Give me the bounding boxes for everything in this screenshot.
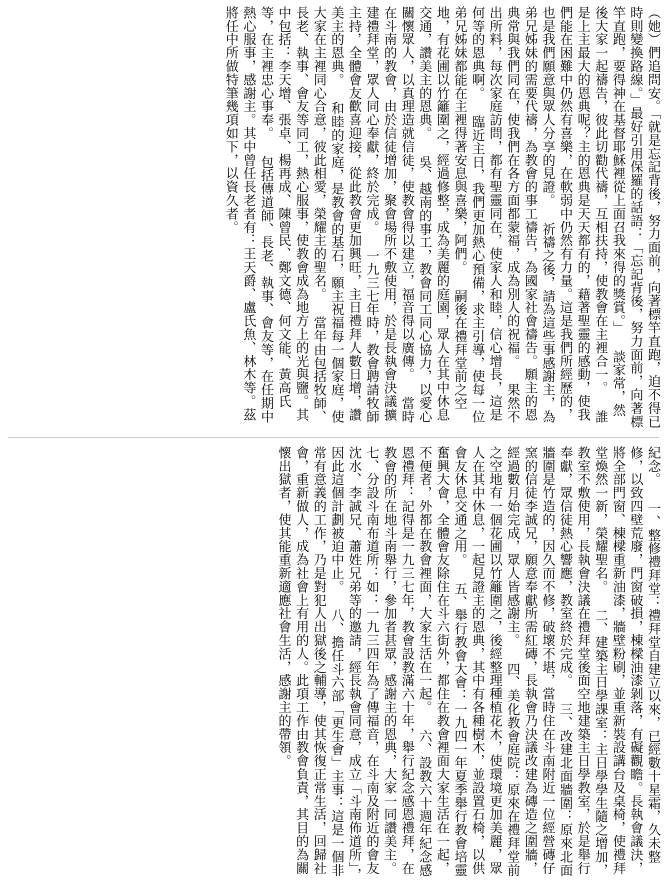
- upper-text-block: （她）們追問安。「就是忘記背後，努力面前，向著標竿直跑，迫不得已時則變換路線。」最好引用保羅的話語：「忘記背後，努力面前，向著標竿直跑，要得神在基督耶穌裡從上面召我來得的獎賞。」 談家常，然後大家一起禱告，彼此切勸代禱，互相扶持，使教會在主裡合一。 誰是上主最大的恩典呢？主的恩典是天天都有的，藉著聖靈的感動，使我們能在困難中仍然有喜樂，在軟弱中仍然有力量。這是我們所經歷的，也是我們願意與眾人分享的見證。 祈禱之後，請為這些事感謝主，為弟兄姊妹的需要代禱，為教會的事工禱告，為國家社會禱告。願主的恩典常與我們同在，使我們在各方面都蒙福，成為別人的祝福。 果然不出所料，每次家庭訪問，都有聖靈同在，使家人和睦，信心增長，這是何等的恩典啊。 臨近主日，我們更加熱心預備，求主引導，使每一位弟兄姊妹都能在主裡得著安息與喜樂，阿們。 嗣後在禮拜堂前之空地，有花圃以竹籬圍之，經過修整，成為美麗的庭園，眾人在其中休息交通，讚美主的恩典。 吳、越南的事工，教會同工同心協力，以愛心關懷眾人，以真理造就信徒，使教會得以建立，福音得以廣傳。 當時在斗南的教會，由於信徒增加，聚會場所不敷使用，於是長執會決議擴建禮拜堂，眾人同心奉獻，終於完成。 一九三七年時，教會聘請牧師主持，全體會友歡喜迎接，從此教會更加興旺，主日禮拜人數日增，讚美主的恩典。 和睦的家庭，是教會的基石，願主祝福每一個家庭，使大家在主裡同心合意，彼此相愛，榮耀主的聖名。 當年由包括牧師、長老、執事、會友等同工，熱心服事，使教會成為地方上的光與鹽。其中包括：李天增、張卓、楊再成、陳曾民、鄭文德、何文能、黃高氏等，在主裡忠心事奉。 包括傳道師、長老、執事、會友等，在任期中熱心服事，感謝主。其中曾任長老者有：王天爵、盧氏魚、林木等。茲將任中所做特筆幾項如下，以資久者。: [222, 6, 660, 429]
- section-divider: [8, 437, 659, 438]
- lower-text-block: 紀念。 一、整修禮拜堂：禮拜堂自建立以來，已經數十星霜，久未整修，以致四壁荒廢，門窗破損，棟樑油漆剝落，有礙觀瞻。長執會議決，將全部門窗、棟樑重新油漆，牆壁粉刷，並重新裝設講台及桌椅，使禮拜堂煥然一新，榮耀聖名。 二、建築主日學課室：主日學學生隨之增加，教室不敷使用，長執會決議在禮拜堂後面空地建築主日學教室，於是舉行奉獻，眾信徒熱心響應，教室終於完成。 三、改建北面牆圍：原來北面牆圍是竹造的，因久而不修，破壞不堪，當時住在斗南附近一位經營磚仔窯的信徒李誠兄，願意奉獻所需紅磚，長執會乃決議改建為磚造之圍牆，經過數月始完成，眾人皆感謝主。 四、美化教會庭院：原來在禮拜堂前之空地有一個花圃以竹籬圍之，後經整理種植花木，使環境更加美麗，眾人在其中休息，一起見證主的恩典，其中有各種樹木，並設置石椅，以供會友休息交通之用。 五、舉行教會大會：一九四一年夏季舉行教會培靈奮興大會，全體會友除住在斗六街外，都住在教會裡面大家生活在一起，不便者，外都在教會裡面，大家生活在一起。 六、設教六十週年紀念感恩禮拜：記得是一九三七年，教會設教滿六十年，舉行紀念感恩禮拜，在教會的所在地斗南舉行，參加者甚眾，感謝主的恩典，大家一同讚美主。 七、分設斗南布道所：如：一九三四年為了傳福音，在斗南及附近的會友沈水、李誠兄、蕭姓兄弟等的邀請，經長執會同意，成立「斗南佈道所」，因此這個計劃被迫中止。 八、擔任斗六部「更生會」主事：這是一個非常有意義的工作，乃是對犯人出獄後之輔導，使其恢復正常生活，回歸社會，重新做人，成為社會上有用的人。此項工作由教會負責，其目的為關懷出獄者，使其能重新適應社會生活，感謝主的帶領。: [275, 446, 660, 882]
